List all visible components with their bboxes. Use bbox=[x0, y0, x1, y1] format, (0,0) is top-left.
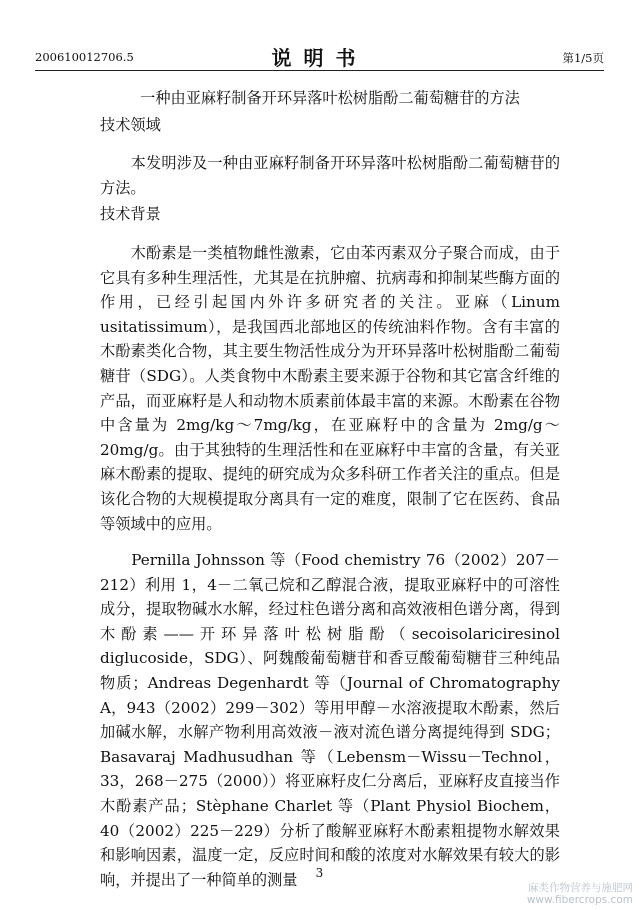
application-number: 200610012706.5 bbox=[35, 50, 134, 64]
spacer bbox=[100, 536, 560, 548]
document-title: 一种由亚麻籽制备开环异落叶松树脂酚二葡萄糖苷的方法 bbox=[140, 89, 520, 107]
page-header bbox=[35, 42, 604, 68]
page-indicator: 第1/5页 bbox=[562, 51, 604, 65]
spacer bbox=[100, 141, 560, 151]
document-body bbox=[100, 86, 560, 892]
header-rule bbox=[35, 70, 604, 71]
technical-field-text: 本发明涉及一种由亚麻籽制备开环异落叶松树脂酚二葡萄糖苷的方法。 bbox=[100, 154, 560, 197]
watermark bbox=[527, 882, 633, 906]
background-paragraph-2: Pernilla Johnsson 等（Food chemistry 76（2002）207－212）利用 1，4－二氧己烷和乙醇混合液，提取亚麻籽中的可溶性成分，提取物碱水水解，经过柱色谱分离和高效液相色谱分离，得到木酚素——开环异落叶松树脂酚（secoisolariciresinol diglucoside，SDG）、阿魏酸葡萄糖苷和香豆酸葡萄糖苷三种纯品物质；Andreas Degenhardt 等（Journal of Chromatography A，943（2002）299－302）等用甲醇－水溶液提取木酚素，然后加碱水解，水解产物利用高效液－液对流色谱分离提纯得到 SDG；Basavaraj Madhusudhan 等（Lebensm－Wissu－Technol，33，268－275（2000））将亚麻籽皮仁分离后，亚麻籽皮直接当作木酚素产品；Stèphane Charlet 等（Plant Physiol Biochem，40（2002）225－229）分析了酸解亚麻籽木酚素粗提物水解效果和影响因素，温度一定，反应时间和酸的浓度对水解效果有较大的影响，并提出了一种简单的测量 bbox=[100, 551, 560, 889]
section-heading-background: 技术背景 bbox=[100, 205, 161, 224]
spacer bbox=[100, 231, 560, 241]
header-title: 说明书 bbox=[271, 46, 368, 70]
watermark-url: www.fibercrops.com bbox=[526, 894, 633, 906]
background-paragraph-1: 木酚素是一类植物雌性激素，它由苯丙素双分子聚合而成，由于它具有多种生理活性，尤其是在抗肿瘤、抗病毒和抑制某些酶方面的作用，已经引起国内外许多研究者的关注。亚麻（Linum usitatissimum），是我国西北部地区的传统油料作物。含有丰富的木酚素类化合物，其主要生物活性成分为开环异落叶松树脂酚二葡萄糖苷（SDG）。人类食物中木酚素主要来源于谷物和其它富含纤维的产品，而亚麻籽是人和动物木质素前体最丰富的来源。木酚素在谷物中含量为 2mg/kg～7mg/kg，在亚麻籽中的含量为 2mg/g～20mg/g。由于其独特的生理活性和在亚麻籽中丰富的含量，有关亚麻木酚素的提取、提纯的研究成为众多科研工作者关注的重点。但是该化合物的大规模提取分离具有一定的难度，限制了它在医药、食品等领域中的应用。 bbox=[100, 243, 560, 533]
watermark-site-name: 麻类作物营养与施肥网 bbox=[528, 882, 633, 894]
page-number: 3 bbox=[315, 866, 324, 880]
section-heading-technical-field: 技术领域 bbox=[100, 115, 161, 134]
